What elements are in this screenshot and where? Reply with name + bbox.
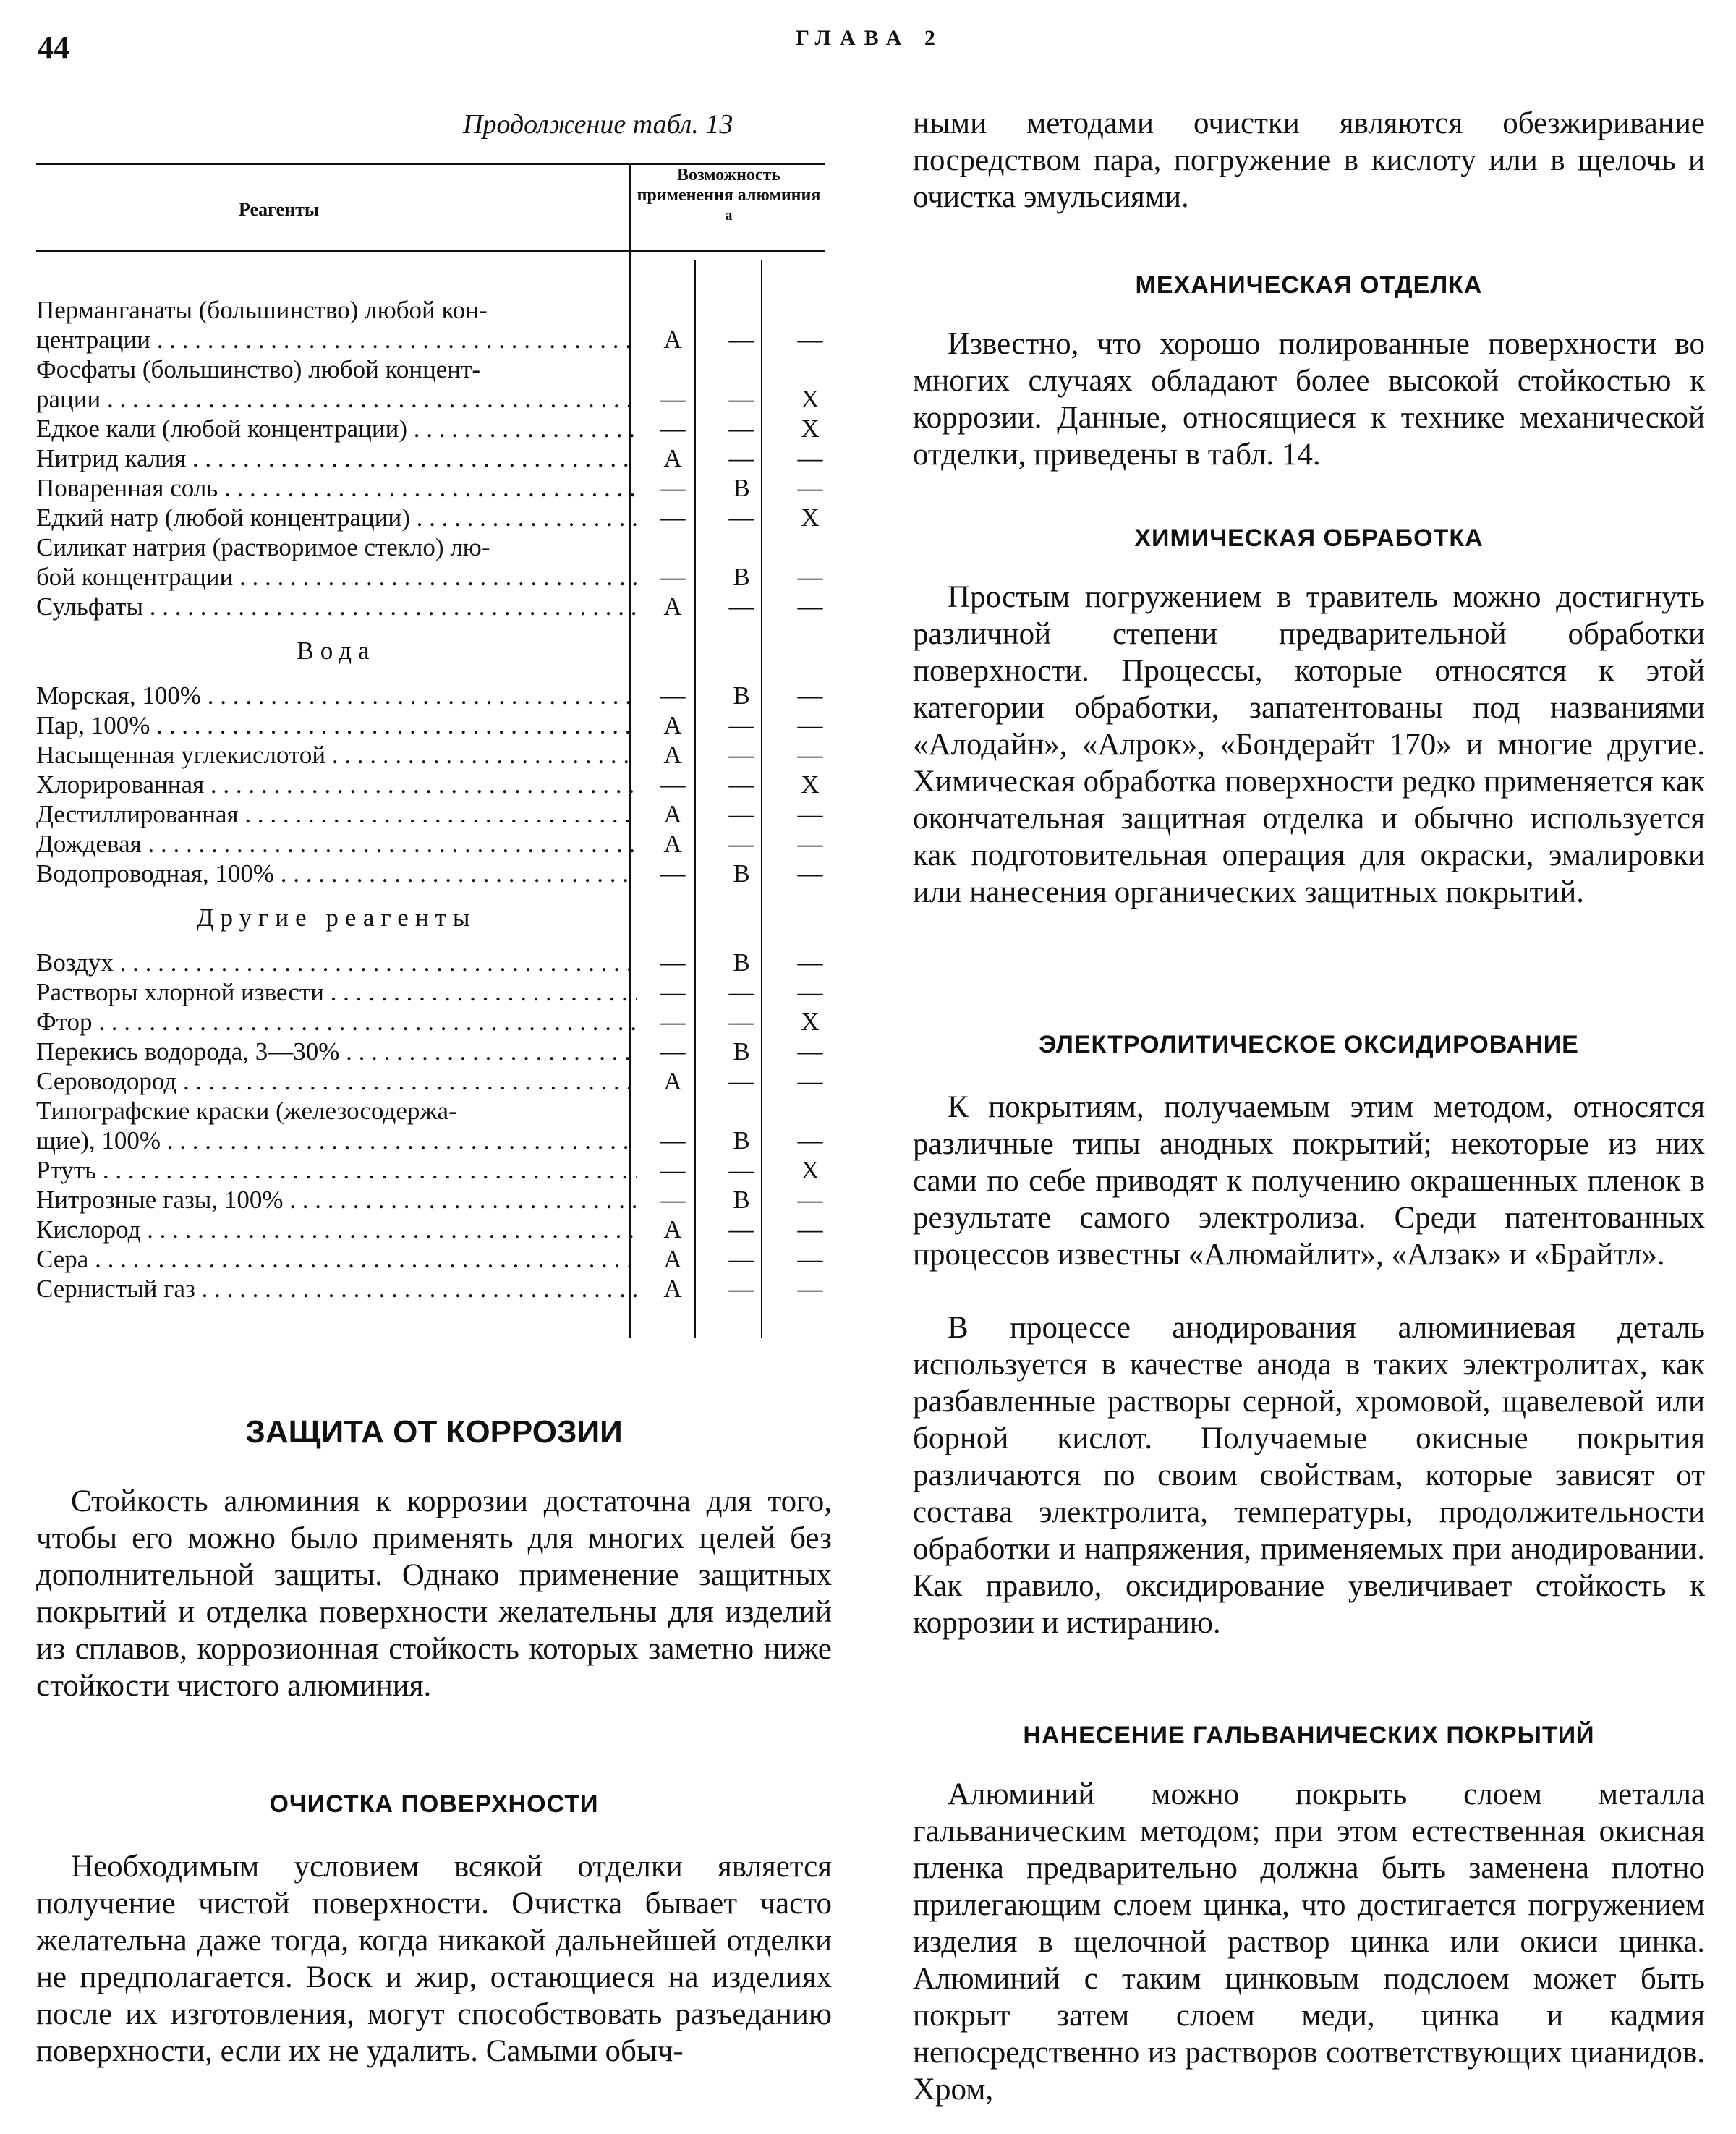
applicability-mark: —: [660, 1008, 686, 1036]
reagent-name: Сульфаты . . .: [36, 592, 637, 621]
reagent-name: Сероводород . . .: [36, 1066, 637, 1096]
heading-mechanical: МЕХАНИЧЕСКАЯ ОТДЕЛКА: [1135, 271, 1483, 299]
applicability-mark: —: [660, 1186, 686, 1214]
applicability-mark: —: [660, 563, 686, 591]
table-row: [36, 1007, 832, 1037]
table-row: [36, 532, 832, 562]
applicability-mark: В: [733, 563, 750, 591]
applicability-mark: —: [660, 503, 686, 532]
reagent-name: центрации . . .: [36, 325, 637, 354]
paragraph-electrolytic-2: В процессе анодирования алюминиевая деталь используется в качестве анода в таких электролитах, как разбавленные растворы серной, хромовой, щавелевой или борной кислот. Получаемые окисные покрытия различаются по своим свойствам, которые зависят от состава электролита, температуры, продолжительности обработки и напряжения, применяемых при анодировании. Как правило, оксидирование увеличивает стойкость к коррозии и истиранию.: [913, 1311, 1705, 1640]
reagent-name: Поваренная соль . . .: [36, 473, 637, 503]
reagent-name: Силикат натрия (растворимое стекло) лю-: [36, 533, 490, 561]
applicability-mark: —: [797, 1186, 823, 1214]
applicability-mark: —: [797, 326, 823, 354]
applicability-mark: —: [797, 741, 823, 769]
applicability-mark: —: [728, 1215, 754, 1244]
table-row: [36, 414, 832, 443]
table-row: [36, 473, 832, 503]
reagent-name: Морская, 100% . . .: [36, 681, 637, 710]
applicability-mark: Х: [801, 503, 820, 532]
applicability-mark: А: [663, 1215, 682, 1244]
table-row: [36, 740, 832, 770]
applicability-mark: —: [797, 474, 823, 502]
applicability-mark: —: [797, 592, 823, 621]
applicability-mark: —: [660, 1037, 686, 1066]
applicability-mark: —: [797, 711, 823, 739]
table-row: [36, 503, 832, 532]
paragraph-galvanic: Алюминий можно покрыть слоем металла гальваническим методом; при этом естественная окисная пленка предварительно должна быть заменена плотно прилегающим слоем цинка, что достигается погружением изделия в щелочной раствор цинка или окиси цинка. Алюминий с таким цинковым подслоем может быть покрыт затем слоем меди, цинка и кадмия непосредственно из растворов соответствующих цианидов. Хром,: [913, 1777, 1705, 2107]
applicability-mark: —: [728, 444, 754, 472]
table-row: [36, 1244, 832, 1274]
applicability-mark: —: [728, 415, 754, 443]
heading-corrosion: ЗАЩИТА ОТ КОРРОЗИИ: [245, 1414, 623, 1450]
table-caption: Продолжение табл. 13: [463, 109, 733, 140]
applicability-mark: —: [797, 1245, 823, 1273]
applicability-mark: —: [728, 1275, 754, 1303]
paragraph-chemical: Простым погружением в травитель можно достигнуть различной степени предварительной обработки поверхности. Процессы, которые относятся к этой категории обработки, запатентованы под названиями «Алодайн», «Алрок», «Бондерайт 170» и многие другие. Химическая обработка поверхности редко применяется как окончательная защитная отделка и обычно используется как подготовительная операция для окраски, эмалировки или нанесения органических защитных покрытий.: [913, 580, 1705, 909]
applicability-mark: —: [797, 800, 823, 828]
applicability-mark: —: [660, 859, 686, 888]
table-row: [36, 325, 832, 354]
reagent-name: Фтор . . .: [36, 1007, 637, 1037]
applicability-mark: —: [797, 859, 823, 888]
applicability-mark: —: [797, 948, 823, 977]
paragraph-corrosion: Стойкость алюминия к коррозии достаточна для того, чтобы его можно было применять для многих целей без дополнительной защиты. Однако применение защитных покрытий и отделка поверхности желательны для изделий из сплавов, коррозионная стойкость которых заметно ниже стойкости чистого алюминия.: [36, 1484, 832, 1703]
reagent-name: Едкий натр (любой концентрации) . . .: [36, 503, 637, 532]
applicability-mark: —: [660, 948, 686, 977]
reagent-name: Фосфаты (большинство) любой концент-: [36, 355, 481, 383]
applicability-mark: А: [663, 1067, 682, 1095]
table-row: [36, 770, 832, 799]
reagent-name: Насыщенная углекислотой . . .: [36, 740, 637, 770]
reagent-name: Ртуть . . .: [36, 1155, 637, 1185]
reagent-name: Перекись водорода, 3—30% . . .: [36, 1037, 637, 1066]
applicability-mark: —: [660, 1126, 686, 1155]
applicability-mark: —: [797, 444, 823, 472]
applicability-mark: —: [728, 1008, 754, 1036]
applicability-mark: —: [797, 563, 823, 591]
applicability-mark: —: [660, 474, 686, 502]
table-row: [36, 1215, 832, 1244]
applicability-mark: —: [728, 741, 754, 769]
applicability-mark: В: [733, 474, 750, 502]
applicability-mark: А: [663, 326, 682, 354]
applicability-mark: А: [663, 592, 682, 621]
applicability-mark: А: [663, 1275, 682, 1303]
applicability-mark: А: [663, 1245, 682, 1273]
applicability-mark: В: [733, 1186, 750, 1214]
paragraph-cleaning: Необходимым условием всякой отделки является получение чистой поверхности. Очистка бывает часто желательна даже тогда, когда никакой дальнейшей отделки не предполагается. Воск и жир, остающиеся на изделиях после их изготовления, могут способствовать разъеданию поверхности, если их не удалить. Самыми обыч-: [36, 1850, 832, 2068]
applicability-mark: В: [733, 859, 750, 888]
applicability-mark: —: [797, 1067, 823, 1095]
applicability-mark: —: [660, 1156, 686, 1184]
reagent-name: Пар, 100% . . .: [36, 710, 637, 740]
heading-electrolytic: ЭЛЕКТРОЛИТИЧЕСКОЕ ОКСИДИРОВАНИЕ: [1039, 1031, 1579, 1058]
applicability-mark: —: [797, 830, 823, 858]
applicability-mark: Х: [801, 770, 820, 799]
table-row: [36, 443, 832, 473]
table-row: [36, 859, 832, 888]
applicability-mark: В: [733, 681, 750, 710]
reagent-name: Дестиллированная . . .: [36, 799, 637, 829]
applicability-mark: —: [728, 385, 754, 413]
applicability-mark: —: [728, 1156, 754, 1184]
paragraph-electrolytic-1: К покрытиям, получаемым этим методом, относятся различные типы анодных покрытий; некоторые из них сами по себе приводят к получению окрашенных пленок в результате самого электролиза. Среди патентованных процессов известны «Алюмайлит», «Алзак» и «Брайтл».: [913, 1090, 1705, 1272]
reagent-name: Дождевая . . .: [36, 829, 637, 859]
reagent-name: Кислород . . .: [36, 1215, 637, 1244]
table-row: [36, 710, 832, 740]
table-row: [36, 977, 832, 1007]
table-row: [36, 1155, 832, 1185]
applicability-mark: Х: [801, 1008, 820, 1036]
column-header-possibility-text: Возможность применения алюминия: [637, 166, 821, 205]
table-row: [36, 1126, 832, 1155]
reagent-name: Нитрозные газы, 100% . . .: [36, 1185, 637, 1215]
reagent-name: Водопроводная, 100% . . .: [36, 859, 637, 888]
applicability-mark: В: [733, 948, 750, 977]
applicability-mark: —: [728, 503, 754, 532]
running-head: ГЛАВА 2: [796, 26, 944, 50]
table-row: [36, 1185, 832, 1215]
applicability-mark: —: [728, 326, 754, 354]
reagent-name: щие), 100% . . .: [36, 1126, 637, 1155]
applicability-mark: Х: [801, 1156, 820, 1184]
applicability-mark: Х: [801, 385, 820, 413]
reagent-name: Едкое кали (любой концентрации) . . .: [36, 414, 637, 443]
applicability-mark: А: [663, 711, 682, 739]
reagent-name: рации . . .: [36, 384, 637, 414]
applicability-mark: А: [663, 830, 682, 858]
applicability-mark: —: [728, 770, 754, 799]
applicability-mark: —: [728, 1067, 754, 1095]
applicability-mark: В: [733, 1126, 750, 1155]
applicability-mark: А: [663, 444, 682, 472]
applicability-mark: —: [660, 770, 686, 799]
applicability-mark: —: [728, 592, 754, 621]
reagent-name: Хлорированная . . .: [36, 770, 637, 799]
applicability-mark: —: [660, 415, 686, 443]
reagent-name: Типографские краски (железосодержа-: [36, 1097, 457, 1125]
table-row: [36, 1066, 832, 1096]
applicability-mark: —: [797, 1126, 823, 1155]
applicability-mark: В: [733, 1037, 750, 1066]
heading-galvanic: НАНЕСЕНИЕ ГАЛЬВАНИЧЕСКИХ ПОКРЫТИЙ: [1023, 1722, 1595, 1749]
page-number: 44: [38, 30, 69, 65]
applicability-mark: —: [797, 1215, 823, 1244]
table-row: [36, 562, 832, 592]
column-header-possibility: [637, 165, 821, 231]
table-row: [36, 799, 832, 829]
table-row: [36, 681, 832, 710]
applicability-mark: —: [660, 978, 686, 1006]
table-row: [36, 295, 832, 325]
table-row: [36, 1037, 832, 1066]
reagent-name: бой концентрации . . .: [36, 562, 637, 592]
applicability-mark: А: [663, 800, 682, 828]
applicability-mark: —: [728, 830, 754, 858]
applicability-mark: А: [663, 741, 682, 769]
applicability-mark: —: [797, 1275, 823, 1303]
heading-cleaning: ОЧИСТКА ПОВЕРХНОСТИ: [269, 1790, 599, 1818]
applicability-mark: —: [797, 681, 823, 710]
applicability-mark: —: [728, 1245, 754, 1273]
table-row: [36, 948, 832, 977]
paragraph-mechanical: Известно, что хорошо полированные поверхности во многих случаях обладают более высокой стойкостью к коррозии. Данные, относящиеся к технике механической отделки, приведены в табл. 14.: [913, 327, 1705, 472]
table-row: [36, 354, 832, 384]
applicability-mark: —: [797, 978, 823, 1006]
heading-chemical: ХИМИЧЕСКАЯ ОБРАБОТКА: [1134, 524, 1484, 552]
applicability-mark: —: [660, 681, 686, 710]
column-header-footnote: а: [725, 208, 733, 224]
table-section-title: Другие реагенты: [196, 904, 477, 932]
table-row: [36, 1274, 832, 1304]
column-header-reagents: Реагенты: [239, 199, 320, 220]
table-body: [36, 295, 832, 1304]
applicability-mark: —: [728, 978, 754, 1006]
table-row: [36, 384, 832, 414]
reagent-name: Растворы хлорной извести . . .: [36, 977, 637, 1007]
table-head-rule: [36, 250, 825, 252]
table-section-title: Вода: [297, 637, 376, 665]
reagent-name: Сера . . .: [36, 1244, 637, 1274]
reagent-name: Сернистый газ . . .: [36, 1274, 637, 1304]
applicability-mark: —: [728, 711, 754, 739]
reagent-name: Нитрид калия . . .: [36, 443, 637, 473]
table-row: [36, 1096, 832, 1126]
paragraph-continuation: ными методами очистки являются обезжиривание посредством пара, погружение в кислоту или в щелочь и очистка эмульсиями.: [913, 106, 1705, 214]
table-row: [36, 592, 832, 621]
applicability-mark: Х: [801, 415, 820, 443]
reagent-name: Перманганаты (большинство) любой кон-: [36, 296, 488, 324]
applicability-mark: —: [660, 385, 686, 413]
reagent-name: Воздух . . .: [36, 948, 637, 977]
applicability-mark: —: [728, 800, 754, 828]
applicability-mark: —: [797, 1037, 823, 1066]
table-row: [36, 829, 832, 859]
